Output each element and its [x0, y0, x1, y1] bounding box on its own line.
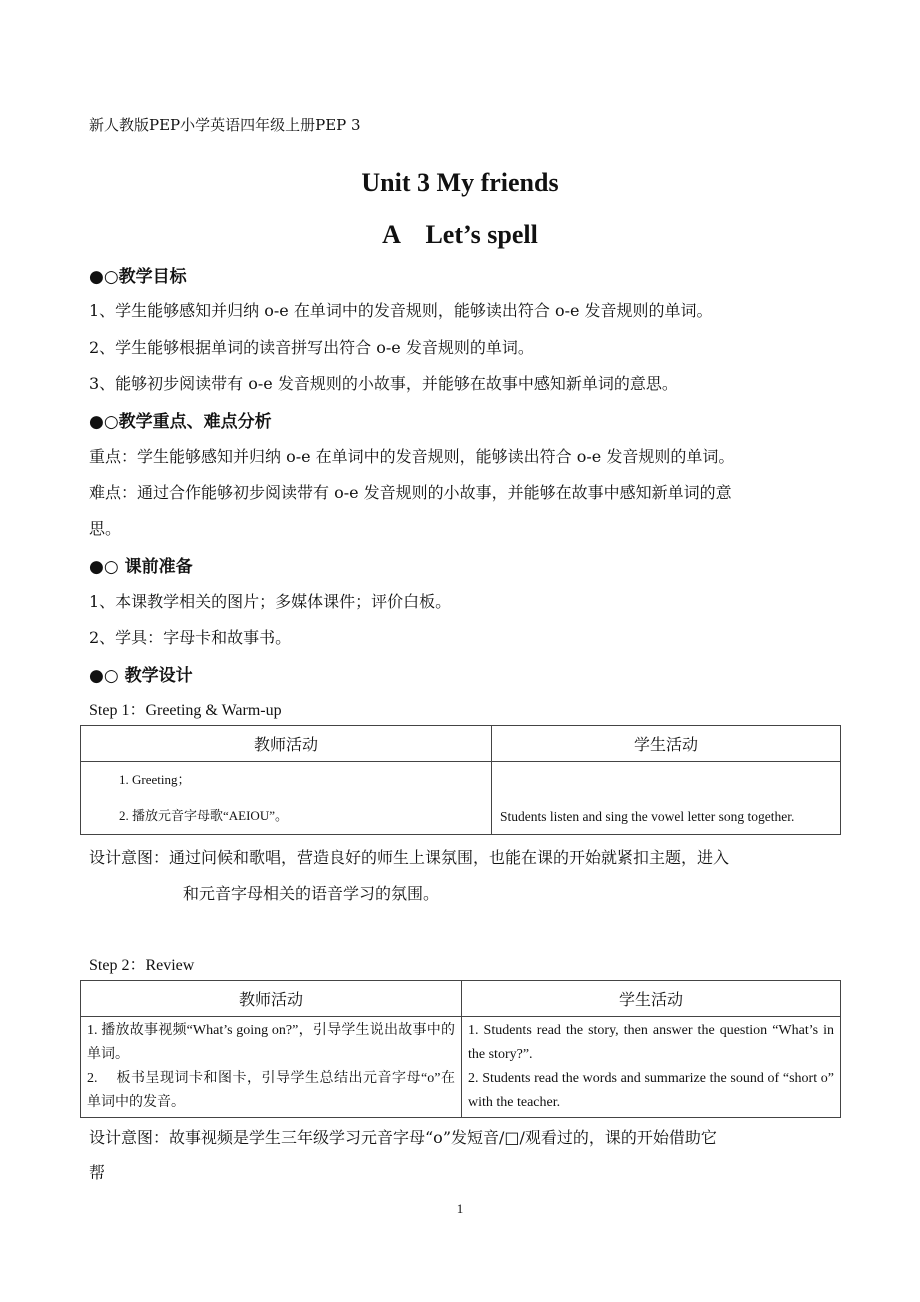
teacher-activity-item: 1. 播放故事视频“What’s going on?”，引导学生说出故事中的单词。: [87, 1023, 455, 1062]
focus-text: 重点：学生能够感知并归纳 o-e 在单词中的发音规则，能够读出符合 o-e 发音规则的单词。: [89, 447, 735, 466]
section-heading-design: ●○ 教学设计: [89, 666, 193, 686]
section-heading-objectives: ●○教学目标: [89, 267, 187, 287]
teacher-activity-line: 1. Greeting；: [119, 772, 191, 787]
teacher-activity-cell: [81, 1017, 462, 1118]
column-header-student: 学生活动: [492, 726, 841, 762]
teacher-activity-item: 2. 板书呈现词卡和图卡，引导学生总结出元音字母“o”在单词中的发音。: [87, 1071, 455, 1110]
column-header-teacher: 教师活动: [81, 726, 492, 762]
student-activity-cell: [492, 762, 841, 835]
bullet-icon: ●○: [89, 557, 119, 577]
student-activity-item: 2. Students read the words and summarize the sound of “short o” with the teacher.: [468, 1071, 834, 1110]
difficulty-text: 难点：通过合作能够初步阅读带有 o-e 发音规则的小故事，并能够在故事中感知新单词的意: [89, 483, 732, 502]
step1-table: [80, 725, 841, 835]
difficulty-text-cont: 思。: [89, 519, 122, 538]
section-heading-preparation: ●○ 课前准备: [89, 557, 193, 577]
teacher-activity-cell: [81, 762, 492, 835]
page-title: Unit 3 My friends: [361, 168, 559, 197]
column-header-teacher: 教师活动: [81, 981, 462, 1017]
page-number: 1: [456, 1201, 464, 1216]
bullet-icon: ●○: [89, 412, 119, 432]
design-intent: 设计意图：故事视频是学生三年级学习元音字母“o”发短音/□/观看过的，课的开始借助它: [89, 1128, 717, 1147]
bullet-icon: ●○: [89, 267, 119, 287]
design-intent-cont: 帮: [89, 1163, 106, 1182]
objective-item: 3、能够初步阅读带有 o-e 发音规则的小故事，并能够在故事中感知新单词的意思。: [89, 374, 678, 393]
objective-item: 1、学生能够感知并归纳 o-e 在单词中的发音规则，能够读出符合 o-e 发音规则的单词。: [89, 301, 713, 320]
student-activity-item: 1. Students read the story, then answer the question “What’s in the story?”.: [468, 1023, 834, 1062]
objective-item: 2、学生能够根据单词的读音拼写出符合 o-e 发音规则的单词。: [89, 338, 534, 357]
step-title: Step 2：Review: [89, 957, 195, 974]
section-heading-key-points: ●○教学重点、难点分析: [89, 412, 272, 432]
step-title: Step 1：Greeting & Warm-up: [89, 702, 282, 719]
column-header-student: 学生活动: [462, 981, 841, 1017]
preparation-item: 2、学具：字母卡和故事书。: [89, 628, 292, 647]
design-intent: 设计意图：通过问候和歌唱，营造良好的师生上课氛围，也能在课的开始就紧扣主题，进入: [89, 848, 730, 867]
step2-table: [80, 980, 841, 1118]
student-activity-cell: [462, 1017, 841, 1118]
teacher-activity-line: 2. 播放元音字母歌“AEIOU”。: [119, 808, 288, 823]
student-activity-line: Students listen and sing the vowel letter song together.: [500, 809, 795, 824]
design-intent-cont: 和元音字母相关的语音学习的氛围。: [183, 884, 440, 903]
preparation-item: 1、本课教学相关的图片；多媒体课件；评价白板。: [89, 592, 452, 611]
bullet-icon: ●○: [89, 666, 119, 686]
document-header: 新人教版PEP小学英语四年级上册PEP 3: [89, 116, 361, 134]
page-subtitle: A Let’s spell: [382, 220, 538, 249]
